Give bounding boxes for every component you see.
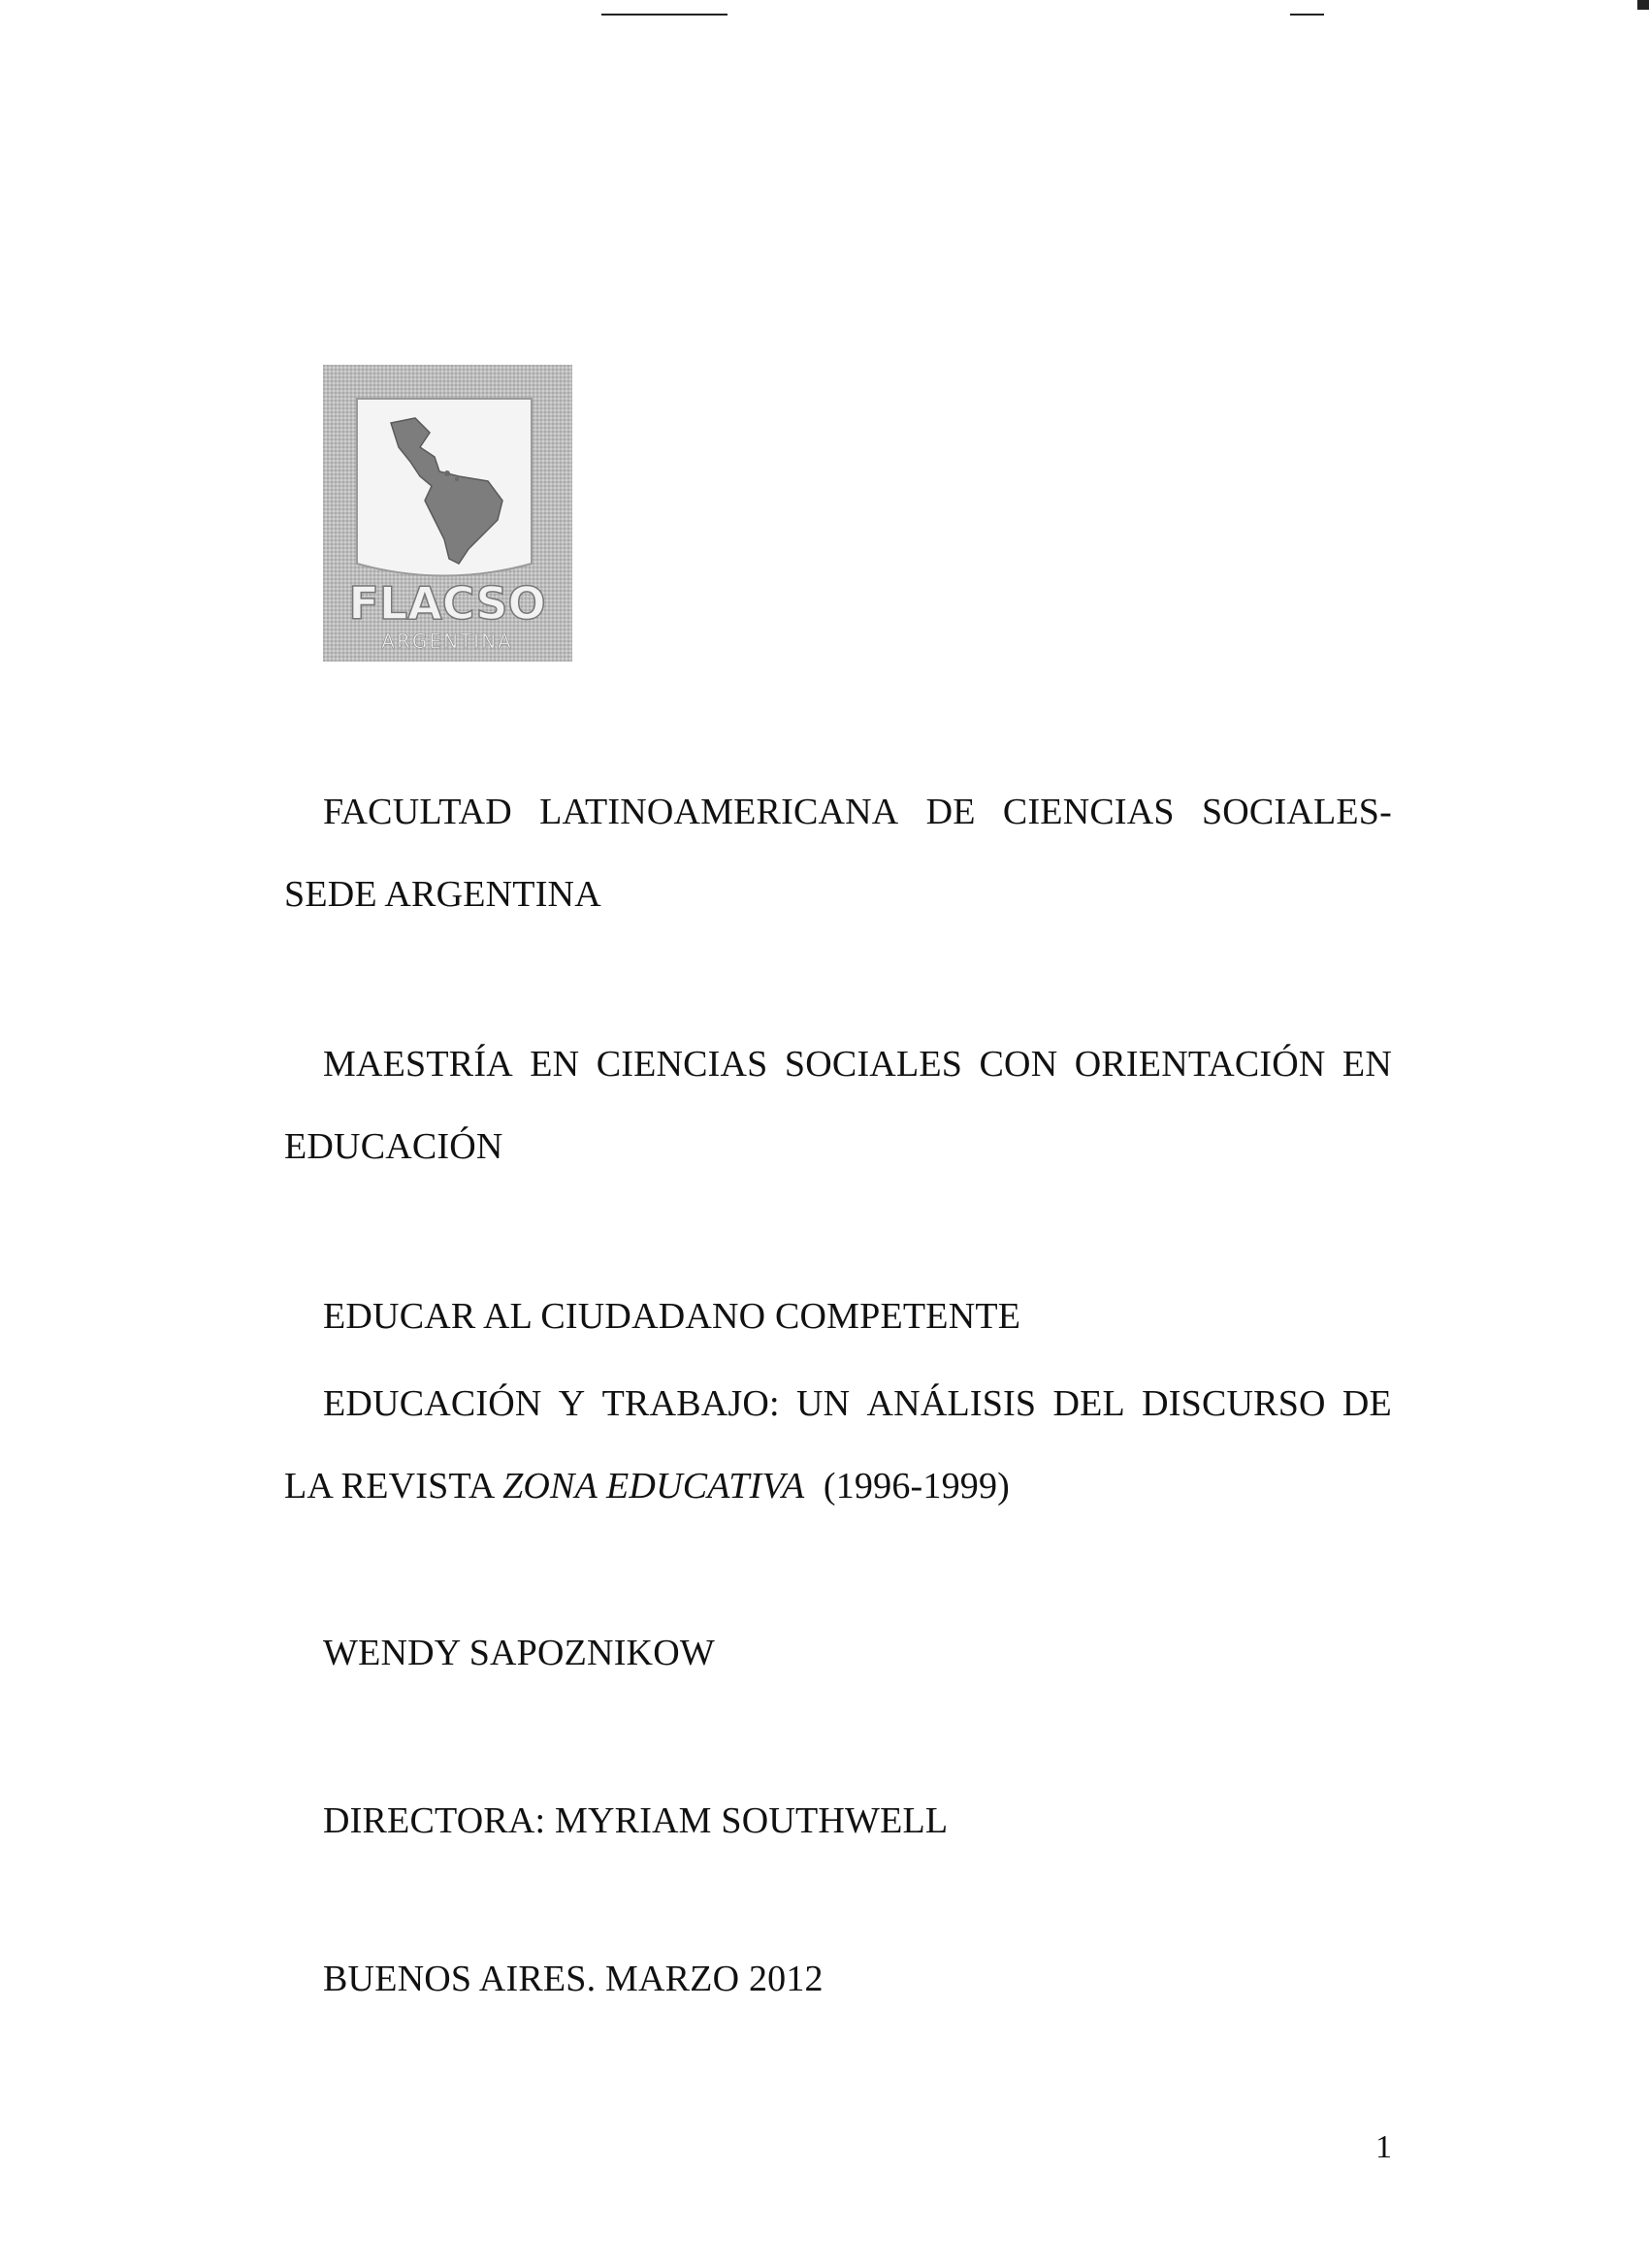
- program-line-2: EDUCACIÓN: [284, 1126, 503, 1167]
- word: DISCURSO: [1142, 1383, 1326, 1424]
- word: EDUCACIÓN: [323, 1383, 542, 1424]
- page-number: 1: [1375, 2129, 1392, 2165]
- flacso-logo: [323, 365, 572, 662]
- word: DEL: [1052, 1383, 1125, 1424]
- word: EN: [1342, 1044, 1392, 1085]
- year-range: (1996-1999): [823, 1466, 1011, 1507]
- word: Y: [558, 1383, 586, 1424]
- word: MAESTRÍA: [323, 1044, 513, 1085]
- thesis-title: EDUCAR AL CIUDADANO COMPETENTE: [323, 1296, 1021, 1337]
- scan-line-mark: [601, 14, 728, 16]
- director: DIRECTORA: MYRIAM SOUTHWELL: [323, 1800, 949, 1841]
- thesis-subtitle-line-1: [323, 1382, 1392, 1425]
- institution-line-1: [323, 791, 1392, 833]
- word: UN: [796, 1383, 851, 1424]
- word: LATINOAMERICANA: [539, 792, 899, 832]
- word: SOCIALES-: [1201, 792, 1392, 832]
- program-line-1: [323, 1043, 1392, 1085]
- institution-line-2: SEDE ARGENTINA: [284, 874, 601, 915]
- word: SOCIALES: [784, 1044, 963, 1085]
- word: CON: [979, 1044, 1058, 1085]
- logo-name: FLACSO: [348, 577, 546, 630]
- word: ANÁLISIS: [866, 1383, 1037, 1424]
- journal-name: ZONA EDUCATIVA: [502, 1466, 805, 1507]
- word: TRABAJO:: [601, 1383, 780, 1424]
- word: ORIENTACIÓN: [1074, 1044, 1326, 1085]
- scan-line-mark: [1290, 14, 1324, 16]
- word: EN: [530, 1044, 580, 1085]
- logo-subtitle: ARGENTINA: [381, 630, 513, 653]
- word: FACULTAD: [323, 792, 512, 832]
- scan-corner-mark: [1637, 0, 1649, 10]
- word: CIENCIAS: [596, 1044, 768, 1085]
- author: WENDY SAPOZNIKOW: [323, 1633, 715, 1673]
- subtitle-prefix: LA REVISTA: [284, 1466, 503, 1507]
- word: DE: [925, 792, 976, 832]
- word: CIENCIAS: [1002, 792, 1175, 832]
- word: DE: [1342, 1383, 1392, 1424]
- place-date: BUENOS AIRES. MARZO 2012: [323, 1959, 824, 1999]
- thesis-subtitle-line-2: [284, 1465, 1010, 1507]
